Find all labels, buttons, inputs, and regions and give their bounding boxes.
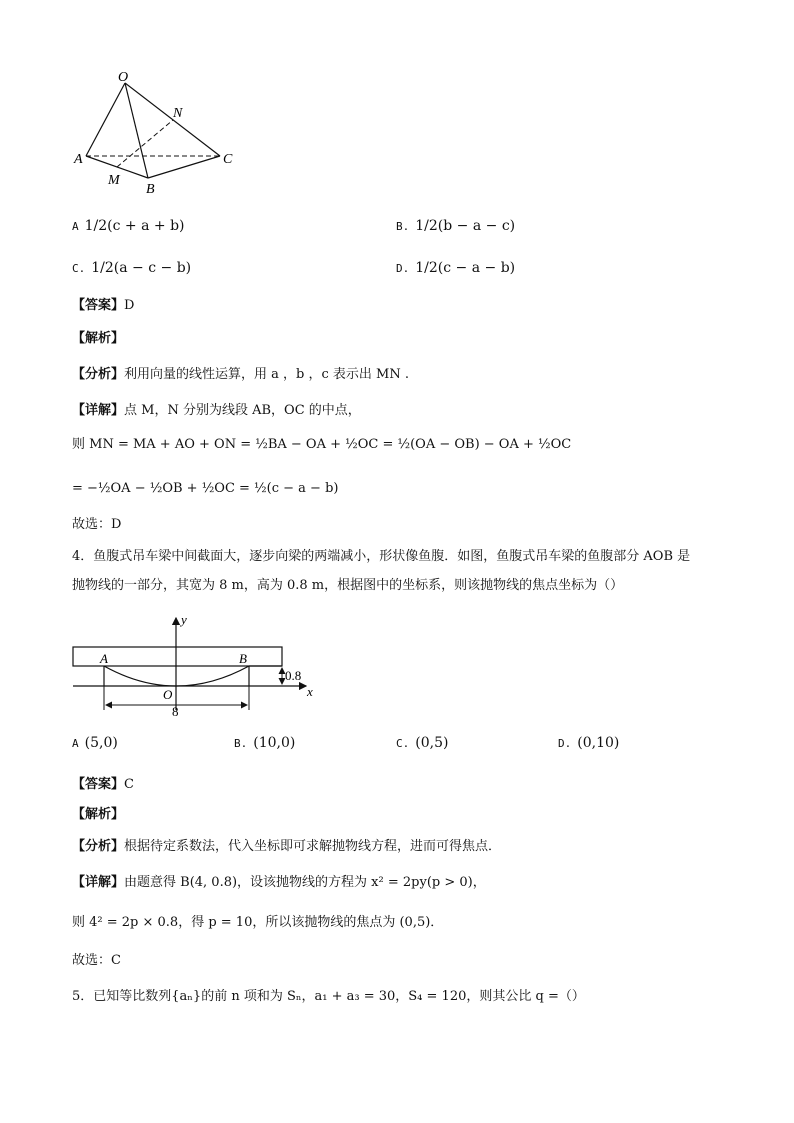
q3-answer: 【答案】D [72,298,135,313]
q3-derivation-line1: 则 MN = MA + AO + ON = ½BA − OA + ½OC = ½(OA − OB) − OA + ½OC [72,437,572,452]
q3-option-d[interactable]: D. 1/2(c − a − b) [396,260,516,276]
q4-analysis-tag: 【解析】 [72,807,125,822]
q3-option-c[interactable]: C. 1/2(a − c − b) [72,260,192,276]
label-M: M [108,173,120,188]
origin-label: O [163,687,173,702]
q3-choose: 故选：D [72,517,122,532]
q3-option-b[interactable]: B. 1/2(b − a − c) [396,218,516,234]
q3-derivation-line2: = −½OA − ½OB + ½OC = ½(c − a − b) [72,481,339,496]
q4-stem-line1: 4．鱼腹式吊车梁中间截面大，逐步向梁的两端减小，形状像鱼腹．如图，鱼腹式吊车梁的鱼腹部分 AOB 是 [72,549,691,564]
q4-solution-line2: 则 4² = 2p × 0.8，得 p = 10，所以该抛物线的焦点为 (0,5)． [72,915,444,930]
q3-xiangjie: 【详解】点 M，N 分别为线段 AB，OC 的中点， [72,403,361,418]
q3-analysis-tag: 【解析】 [72,331,125,346]
height-label: 0.8 [285,668,302,683]
point-A-label: A [100,651,108,666]
q3-option-a[interactable]: A 1/2(c + a + b) [72,218,185,234]
label-N: N [173,106,183,121]
q4-choose: 故选：C [72,953,121,968]
q3-fenxi: 【分析】利用向量的线性运算，用 a ，b ，c 表示出 MN . [72,367,409,382]
label-O: O [118,70,129,85]
axis-x-label: x [307,684,313,699]
label-C: C [223,152,233,167]
label-B: B [146,182,155,197]
q4-option-c[interactable]: C. (0,5) [396,735,449,751]
q4-option-d[interactable]: D. (0,10) [558,735,620,751]
width-label: 8 [172,704,179,719]
label-A: A [74,152,83,167]
tetrahedron-figure [70,70,240,200]
q4-stem-line2: 抛物线的一部分，其宽为 8 m，高为 0.8 m，根据图中的坐标系，则该抛物线的焦点坐标为（） [72,578,624,593]
axis-y-label: y [181,612,187,627]
crane-beam-figure [68,612,328,720]
q4-option-a[interactable]: A (5,0) [72,735,118,751]
point-B-label: B [239,651,247,666]
q4-fenxi: 【分析】根据待定系数法，代入坐标即可求解抛物线方程，进而可得焦点． [72,839,502,854]
q4-answer: 【答案】C [72,777,134,792]
q4-xiangjie: 【详解】由题意得 B(4, 0.8)，设该抛物线的方程为 x² = 2py(p > 0)， [72,875,486,890]
q4-option-b[interactable]: B. (10,0) [234,735,296,751]
q5-stem: 5．已知等比数列{aₙ}的前 n 项和为 Sₙ，a₁ + a₃ = 30，S₄ = 120，则其公比 q =（） [72,989,585,1004]
